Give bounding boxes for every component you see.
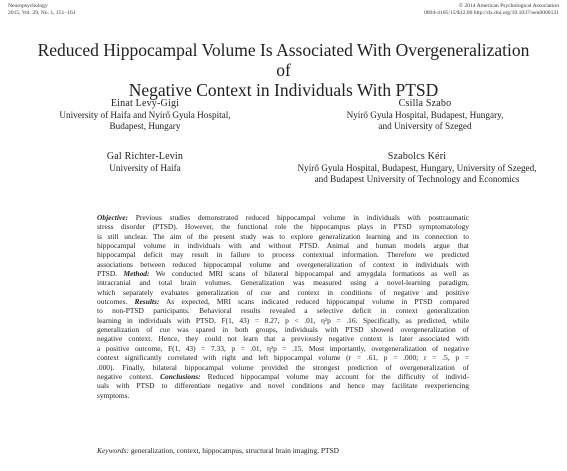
- section-label-objective: Objective:: [97, 213, 128, 222]
- abstract-line: which separately evaluates generalization of cue and context in conditions of negative and positive: [97, 287, 469, 297]
- author-affiliation: University of Haifa: [109, 163, 181, 173]
- keywords-label: Keywords:: [97, 446, 129, 455]
- abstract-line: context significantly correlated with right and left hippocampal volume (r = .61, p = .000; r = .5, p =: [97, 353, 469, 363]
- author-name: Csilla Szabo: [398, 98, 452, 109]
- author-affiliation: Nyírő Gyula Hospital, Budapest, Hungary, University of Szeged,: [297, 163, 537, 173]
- abstract-line: hippocampal volume in individuals with and without PTSD. Animal and human models argue that: [97, 241, 469, 251]
- abstract-line: is still unclear. The aim of the present study was to explore generalization learning and its connection to: [97, 231, 469, 241]
- abstract-line: hippocampal deficit may result in failure to process contextual information. Therefore we predicted: [97, 250, 469, 260]
- section-label-method: Method:: [123, 269, 150, 279]
- journal-name: Neuropsychology: [8, 3, 48, 9]
- abstract-line: symptoms.: [97, 390, 130, 400]
- author-affiliation: University of Haifa and Nyírő Gyula Hospital,: [59, 110, 231, 120]
- abstract-line: a positive outcome, F(1, 43) = 7.33, p = .01, η²p = .15. Most importantly, overgeneralization of negative: [97, 343, 469, 353]
- abstract-line: to non-PTSD participants. Behavioral results revealed a selective deficit in context generalization: [97, 306, 469, 316]
- author-affiliation: and University of Szeged: [378, 121, 472, 131]
- doi-link[interactable]: 0894-4105/15/$12.00 http://dx.doi.org/10.1037/neu0000131: [424, 10, 559, 16]
- author-affiliation: Nyírő Gyula Hospital, Budapest, Hungary,: [346, 110, 504, 120]
- copyright-block: [424, 3, 559, 17]
- abstract-line: stress disorder (PTSD). However, the functional role the hippocampus plays in PTSD symptomatology: [97, 222, 469, 232]
- section-label-conclusions: Conclusions:: [160, 371, 201, 381]
- abstract: [97, 213, 469, 400]
- author-name: Szabolcs Kéri: [387, 151, 447, 162]
- abstract-line: intracranial and total brain volumes. Generalization was measured using a novel-learning paradigm,: [97, 278, 469, 288]
- abstract-line: negative context. Hence, they could not learn that a previously negative context is later associated with: [97, 334, 469, 344]
- abstract-line: associations between reduced hippocampal volume and overgeneralization of context in individuals with: [97, 259, 469, 269]
- author-keri: [272, 151, 562, 185]
- author-affiliation: and Budapest University of Technology and Economics: [314, 174, 520, 184]
- journal-volume: 2015, Vol. 29, No. 1, 151–161: [8, 10, 76, 16]
- abstract-line: generalization of cue was spared in both groups, individuals with PTSD showed overgeneralization of: [97, 325, 469, 335]
- author-richter-levin: [40, 151, 250, 174]
- copyright-notice: © 2014 American Psychological Association: [458, 3, 559, 9]
- author-szabo: [320, 98, 530, 132]
- abstract-line: learning in individuals with PTSD, F(1, 43) = 8.27, p < .01, η²p = .16. Specifically, as predicted, while: [97, 315, 469, 325]
- journal-citation: [8, 3, 76, 17]
- title-line-2: Negative Context in Individuals With PTSD: [128, 80, 439, 100]
- abstract-line: .000). Finally, bilateral hippocampal volume provided the strongest prediction of overgeneralization of: [97, 362, 469, 372]
- author-name: Gal Richter-Levin: [106, 151, 184, 162]
- section-label-results: Results:: [134, 297, 160, 307]
- abstract-line: negative context. Conclusions: Reduced hippocampal volume may account for the difficulty of individ-: [97, 371, 469, 381]
- abstract-line: uals with PTSD to differentiate negative and novel conditions and hence may facilitate reexperiencing: [97, 381, 469, 391]
- keywords: [97, 446, 339, 455]
- abstract-line: Objective: Previous studies demonstrated reduced hippocampal volume in individuals with posttraumatic: [97, 213, 469, 222]
- title-line-1: Reduced Hippocampal Volume Is Associated With Overgeneralization of: [37, 40, 530, 80]
- abstract-line: PTSD. Method: We conducted MRI scans of bilateral hippocampal and amygdala formations as well as: [97, 269, 469, 279]
- keywords-list: generalization, context, hippocampus, structural brain imaging, PTSD: [128, 446, 340, 455]
- author-name: Einat Levy-Gigi: [110, 98, 180, 109]
- paper-title: [30, 40, 537, 100]
- author-levy-gigi: [40, 98, 250, 132]
- author-affiliation: Budapest, Hungary: [109, 121, 181, 131]
- abstract-line: outcomes. Results: As expected, MRI scans indicated reduced hippocampal volume in PTSD compared: [97, 297, 469, 307]
